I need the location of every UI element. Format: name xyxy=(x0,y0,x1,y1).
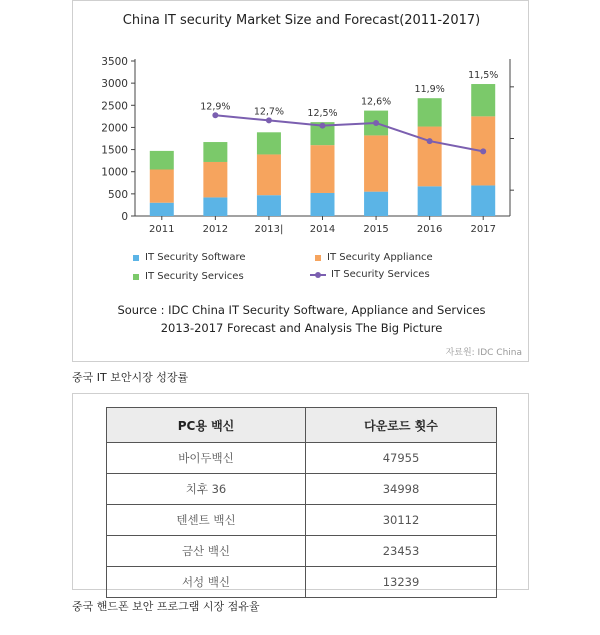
bar-it-security-software xyxy=(364,192,388,216)
x-tick-label: 2015 xyxy=(363,224,389,235)
legend-services xyxy=(133,271,244,282)
table-header-row xyxy=(107,408,497,443)
legend-label-software: IT Security Software xyxy=(145,252,246,263)
x-tick-label: 2013| xyxy=(254,224,284,235)
y-tick-label: 2000 xyxy=(101,122,128,135)
growth-data-label: 12,5% xyxy=(307,108,338,120)
cell-downloads: 13239 xyxy=(306,567,497,598)
growth-point xyxy=(373,120,379,126)
bar-it-security-software xyxy=(311,193,335,216)
growth-point xyxy=(320,123,326,129)
bar-it-security-appliance xyxy=(311,145,335,193)
table-row xyxy=(107,505,497,536)
x-tick-label: 2014 xyxy=(309,224,336,235)
cell-downloads: 23453 xyxy=(306,536,497,567)
legend-label-services: IT Security Services xyxy=(145,271,244,282)
cell-product: 서성 백신 xyxy=(107,567,306,598)
header-pc-antivirus: PC용 백신 xyxy=(107,408,306,443)
legend-software xyxy=(133,252,246,263)
bar-it-security-software xyxy=(150,203,174,216)
growth-data-label: 12,7% xyxy=(253,106,285,118)
source-credit: 자료원: IDC China xyxy=(445,348,522,358)
y-tick-label: 3500 xyxy=(101,56,128,68)
bar-it-security-appliance xyxy=(150,170,174,203)
cell-product: 바이두백신 xyxy=(107,443,306,474)
cell-downloads: 34998 xyxy=(306,474,497,505)
legend-line-glyph xyxy=(310,270,326,280)
table-caption: 중국 핸드폰 보안 프로그램 시장 점유율 xyxy=(72,600,260,613)
growth-data-label: 12,9% xyxy=(200,101,231,113)
figure1-caption: 중국 IT 보안시장 성장률 xyxy=(72,371,189,384)
growth-point xyxy=(427,138,433,144)
growth-data-label: 12,6% xyxy=(360,96,392,108)
y-tick-label: 500 xyxy=(107,188,128,201)
stacked-bar-chart xyxy=(73,1,528,261)
y-tick-label: 0 xyxy=(121,211,128,223)
bar-it-security-appliance xyxy=(257,154,281,195)
download-table xyxy=(106,407,497,598)
x-tick-label: 2016 xyxy=(416,224,443,235)
bar-it-security-software xyxy=(203,197,227,216)
bar-it-security-software xyxy=(257,195,281,216)
bar-it-security-software xyxy=(418,186,442,216)
growth-data-label: 11,9% xyxy=(414,84,445,96)
table-row xyxy=(107,567,497,598)
bar-it-security-appliance xyxy=(418,127,442,187)
market-size-figure xyxy=(72,0,529,362)
y-tick-label: 2500 xyxy=(101,100,128,113)
bar-it-security-appliance xyxy=(203,162,227,197)
legend-label-growth: IT Security Services xyxy=(331,269,430,280)
legend-swatch-software xyxy=(133,255,139,261)
x-tick-label: 2012 xyxy=(202,224,229,235)
legend-label-appliance: IT Security Appliance xyxy=(327,252,433,263)
growth-data-label: 11,5% xyxy=(468,70,499,82)
y-tick-label: 1000 xyxy=(101,166,128,179)
bar-it-security-services xyxy=(150,151,174,170)
table-row xyxy=(107,443,497,474)
bar-it-security-services xyxy=(418,98,442,126)
source-line-2: 2013-2017 Forecast and Analysis The Big Picture xyxy=(160,321,443,335)
header-download-count: 다운로드 횟수 xyxy=(306,408,497,443)
chart-title: China IT security Market Size and Forecast(2011-2017) xyxy=(122,13,481,28)
bar-it-security-appliance xyxy=(364,135,388,191)
y-tick-label: 1500 xyxy=(101,144,128,157)
cell-product: 텐센트 백신 xyxy=(107,505,306,536)
cell-downloads: 47955 xyxy=(306,443,497,474)
bar-it-security-services xyxy=(257,132,281,154)
legend-swatch-appliance xyxy=(315,255,321,261)
table-row xyxy=(107,474,497,505)
bar-it-security-services xyxy=(203,142,227,162)
legend-growth-line xyxy=(310,269,430,280)
source-line-1: Source : IDC China IT Security Software, Appliance and Services xyxy=(117,303,486,317)
bar-it-security-software xyxy=(471,185,495,216)
download-table-figure xyxy=(72,393,529,590)
table-row xyxy=(107,536,497,567)
y-tick-label: 3000 xyxy=(101,78,128,91)
x-tick-label: 2011 xyxy=(149,224,175,235)
cell-product: 금산 백신 xyxy=(107,536,306,567)
bar-it-security-services xyxy=(471,84,495,116)
cell-product: 치후 36 xyxy=(107,474,306,505)
legend-appliance xyxy=(315,252,433,263)
cell-downloads: 30112 xyxy=(306,505,497,536)
growth-point xyxy=(266,117,272,123)
growth-point xyxy=(480,148,486,154)
growth-point xyxy=(212,112,218,118)
growth-line xyxy=(215,115,483,151)
legend-swatch-services xyxy=(133,274,139,280)
x-tick-label: 2017 xyxy=(470,224,496,235)
